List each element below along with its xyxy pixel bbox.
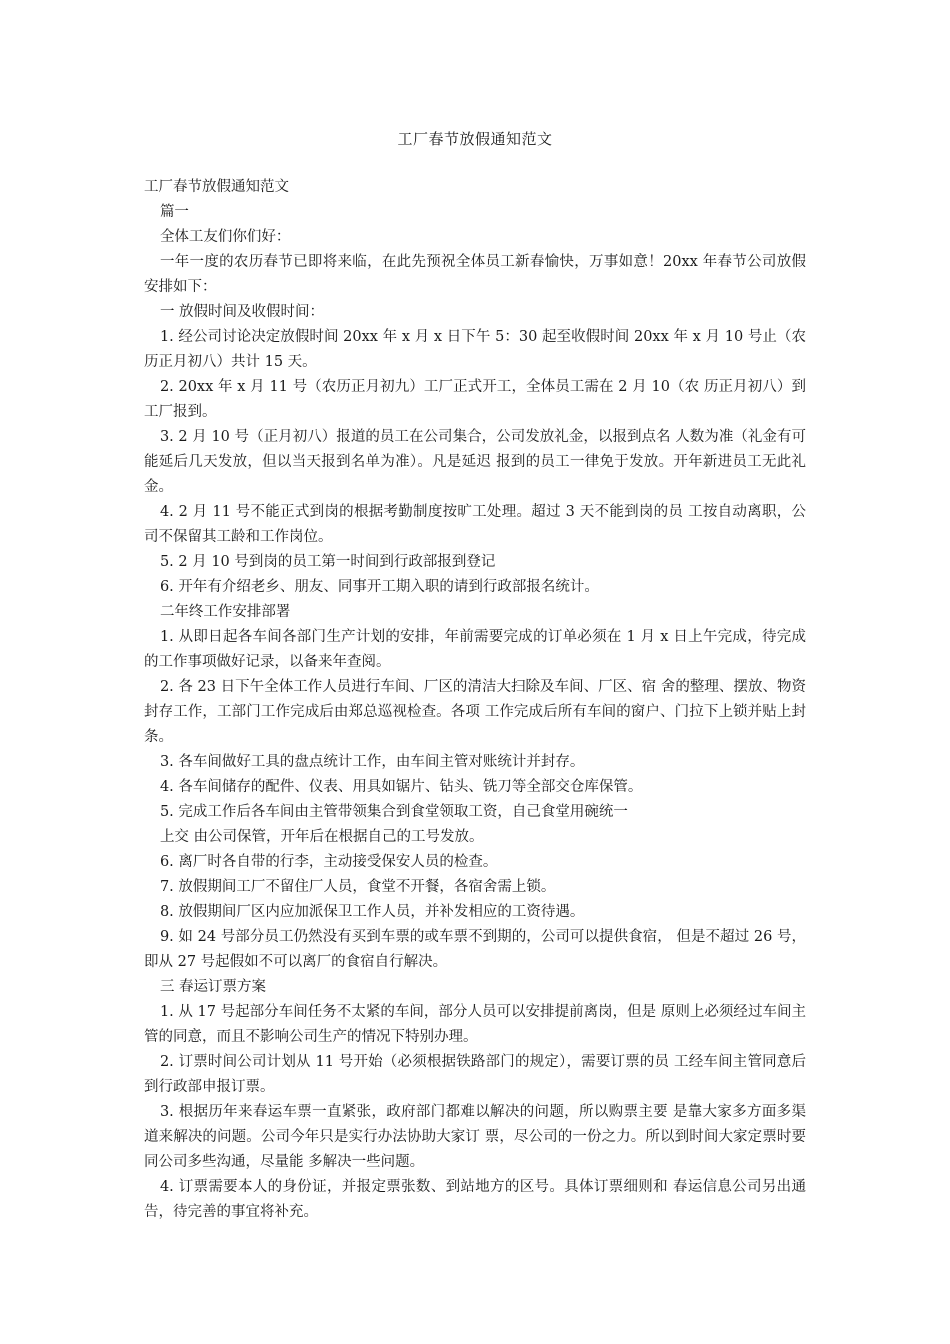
section-heading: 工厂春节放假通知范文 [144, 179, 289, 195]
paragraph: 2. 20xx 年 x 月 11 号（农历正月初九）工厂正式开工，全体员工需在 2 月 10（农 历正月初八）到工厂报到。 [144, 379, 806, 420]
paragraph: 三 春运订票方案 [159, 979, 267, 995]
paragraph: 2. 订票时间公司计划从 11 号开始（必须根据铁路部门的规定），需要订票的员 工经车间主管同意后到行政部申报订票。 [144, 1054, 806, 1095]
paragraph: 篇一 [159, 204, 189, 220]
paragraph: 上交 由公司保管，开年后在根据自己的工号发放。 [159, 829, 484, 845]
paragraph: 3. 各车间做好工具的盘点统计工作，由车间主管对账统计并封存。 [159, 754, 585, 770]
paragraph: 6. 离厂时各自带的行李，主动接受保安人员的检查。 [159, 854, 498, 870]
paragraph: 二年终工作安排部署 [159, 604, 291, 620]
document-title: 工厂春节放假通知范文 [397, 130, 553, 148]
paragraph: 7. 放假期间工厂不留住厂人员，食堂不开餐，各宿舍需上锁。 [159, 879, 556, 895]
paragraph: 3. 2 月 10 号（正月初八）报道的员工在公司集合，公司发放礼金，以报到点名 人数为准（礼金有可能延后几天发放，但以当天报到名单为准）。凡是延迟 报到的员工一律免于发放。开年新进员工无此礼金。 [144, 429, 806, 495]
paragraph: 9. 如 24 号部分员工仍然没有买到车票的或车票不到期的，公司可以提供食宿， 但是不超过 26 号，即从 27 号起假如不可以离厂的食宿自行解决。 [144, 929, 806, 970]
paragraph: 5. 完成工作后各车间由主管带领集合到食堂领取工资，自己食堂用碗统一 [159, 804, 628, 820]
paragraph: 4. 各车间储存的配件、仪表、用具如锯片、钻头、铣刀等全部交仓库保管。 [159, 779, 643, 795]
paragraph: 3. 根据历年来春运车票一直紧张，政府部门都难以解决的问题，所以购票主要 是靠大家多方面多渠道来解决的问题。公司今年只是实行办法协助大家订 票，尽公司的一份之力。所以到时间大家定票时要同公司多些沟通，尽量能 多解决一些问题。 [144, 1104, 806, 1170]
paragraph: 4. 订票需要本人的身份证，并报定票张数、到站地方的区号。具体订票细则和 春运信息公司另出通告，待完善的事宜将补充。 [144, 1179, 806, 1220]
paragraph: 1. 从 17 号起部分车间任务不太紧的车间，部分人员可以安排提前离岗，但是 原则上必须经过车间主管的同意，而且不影响公司生产的情况下特别办理。 [144, 1004, 806, 1045]
document-body [144, 175, 806, 1225]
paragraph: 2. 各 23 日下午全体工作人员进行车间、厂区的清洁大扫除及车间、厂区、宿 舍的整理、摆放、物资封存工作，工部门工作完成后由郑总巡视检查。各项 工作完成后所有车间的窗户、门拉下上锁并贴上封条。 [144, 679, 806, 745]
paragraph: 1. 从即日起各车间各部门生产计划的安排，年前需要完成的订单必须在 1 月 x 日上午完成，待完成的工作事项做好记录，以备来年查阅。 [144, 629, 806, 670]
paragraph: 8. 放假期间厂区内应加派保卫工作人员，并补发相应的工资待遇。 [159, 904, 585, 920]
paragraph: 5. 2 月 10 号到岗的员工第一时间到行政部报到登记 [159, 554, 496, 570]
paragraph: 一年一度的农历春节已即将来临，在此先预祝全体员工新春愉快，万事如意！20xx 年春节公司放假安排如下： [144, 254, 806, 295]
paragraph: 一 放假时间及收假时间： [159, 304, 325, 320]
paragraph: 全体工友们你们好： [159, 229, 291, 245]
paragraph: 6. 开年有介绍老乡、朋友、同事开工期入职的请到行政部报名统计。 [159, 579, 599, 595]
paragraph: 4. 2 月 11 号不能正式到岗的根据考勤制度按旷工处理。超过 3 天不能到岗的员 工按自动离职，公司不保留其工龄和工作岗位。 [144, 504, 806, 545]
paragraph: 1. 经公司讨论决定放假时间 20xx 年 x 月 x 日下午 5：30 起至收假时间 20xx 年 x 月 10 号止（农历正月初八）共计 15 天。 [144, 329, 806, 370]
